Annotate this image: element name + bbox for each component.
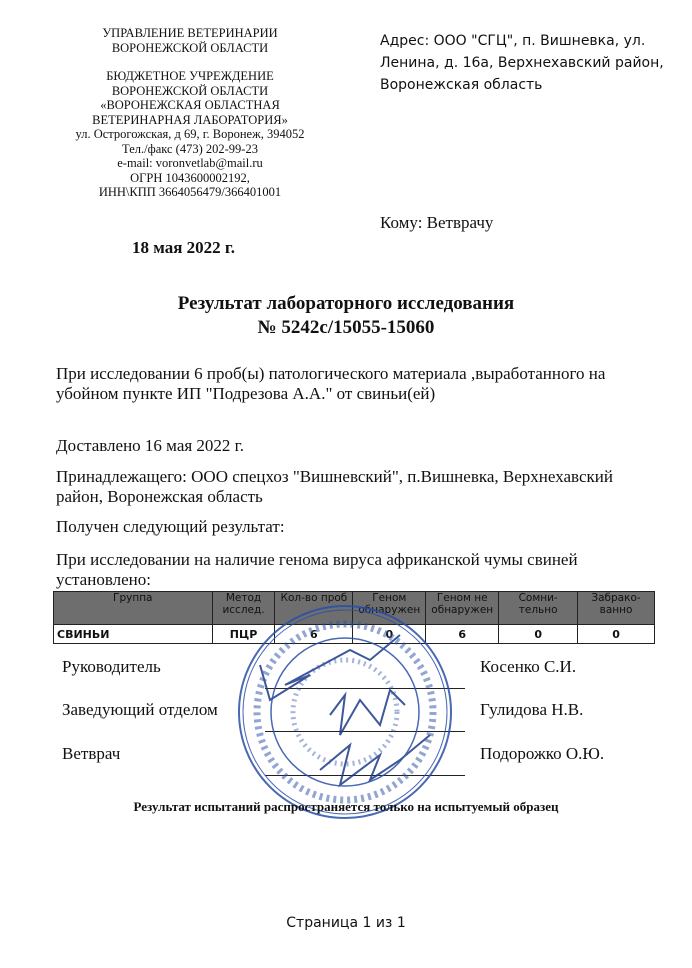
- header-line: УПРАВЛЕНИЕ ВЕТЕРИНАРИИ: [102, 26, 278, 40]
- table-row: [54, 625, 655, 644]
- header-line: e-mail: voronvetlab@mail.ru: [117, 156, 263, 170]
- page-number: Страница 1 из 1: [286, 915, 406, 931]
- table-cell: 0: [353, 625, 426, 644]
- column-header: Забрако-ванно: [578, 592, 655, 625]
- table-header-row: [54, 592, 655, 625]
- header-line: БЮДЖЕТНОЕ УЧРЕЖДЕНИЕ: [106, 69, 274, 83]
- column-header: Сомни-тельно: [499, 592, 578, 625]
- header-line: Тел./факс (473) 202-99-23: [122, 141, 258, 156]
- paragraph-delivered: Доставлено 16 мая 2022 г.: [56, 436, 244, 455]
- table-cell: 0: [499, 625, 578, 644]
- signature-line: [265, 775, 465, 776]
- header-line: ВОРОНЕЖСКОЙ ОБЛАСТИ: [111, 40, 269, 55]
- report-number: № 5242с/15055-15060: [257, 317, 435, 338]
- paragraph-test: При исследовании на наличие генома вируса африканской чумы свиней установлено:: [56, 550, 578, 589]
- signature-role: Ветврач: [62, 744, 121, 763]
- table-cell: 6: [426, 625, 499, 644]
- document-title: [0, 292, 692, 340]
- header-line: ИНН\КПП 3664056479/366401001: [98, 185, 282, 199]
- recipient: Кому: Ветврачу: [380, 213, 494, 232]
- signature-role: Заведующий отделом: [62, 700, 218, 719]
- signature-line: [265, 731, 465, 732]
- header-line: ВОРОНЕЖСКОЙ ОБЛАСТИ: [111, 83, 269, 98]
- title-line: Результат лабораторного исследования: [177, 293, 515, 314]
- signature-name: Подорожко О.Ю.: [480, 744, 605, 763]
- recipient-address: Адрес: ООО "СГЦ", п. Вишневка, ул. Ленина, д. 16а, Верхнехавский район, Воронежская область: [380, 33, 664, 93]
- organization-header: [40, 26, 340, 200]
- column-header: Геном обнаружен: [353, 592, 426, 625]
- table-cell: ПЦР: [212, 625, 275, 644]
- header-line: «ВОРОНЕЖСКАЯ ОБЛАСТНАЯ: [100, 98, 280, 112]
- column-header: Группа: [54, 592, 213, 625]
- header-line: ул. Острогожская, д 69, г. Воронеж, 394052: [75, 127, 305, 141]
- header-line: ВЕТЕРИНАРНАЯ ЛАБОРАТОРИЯ»: [92, 112, 288, 127]
- column-header: Кол-во проб: [275, 592, 353, 625]
- header-line: ОГРН 1043600002192,: [130, 170, 250, 185]
- paragraph-result-intro: Получен следующий результат:: [56, 517, 285, 536]
- table-cell: СВИНЬИ: [54, 625, 213, 644]
- paragraph-owner: Принадлежащего: ООО спецхоз "Вишневский", п.Вишневка, Верхнехавский район, Воронежская область: [56, 467, 613, 506]
- table-cell: 0: [578, 625, 655, 644]
- paragraph-samples: При исследовании 6 проб(ы) патологического материала ,выработанного на убойном пункте ИП "Подрезова А.А." от свиньи(ей): [56, 364, 606, 403]
- document-date: 18 мая 2022 г.: [132, 238, 235, 257]
- signature-name: Гулидова Н.В.: [480, 700, 584, 719]
- handwritten-signatures: [260, 635, 430, 785]
- signature-role: Руководитель: [62, 657, 161, 676]
- column-header: Геном не обнаружен: [426, 592, 499, 625]
- column-header: Метод исслед.: [212, 592, 275, 625]
- disclaimer: Результат испытаний распространяется только на испытуемый образец: [133, 799, 559, 814]
- results-table: [53, 591, 655, 644]
- signature-name: Косенко С.И.: [480, 657, 577, 676]
- table-cell: 6: [275, 625, 353, 644]
- signature-line: [265, 688, 465, 689]
